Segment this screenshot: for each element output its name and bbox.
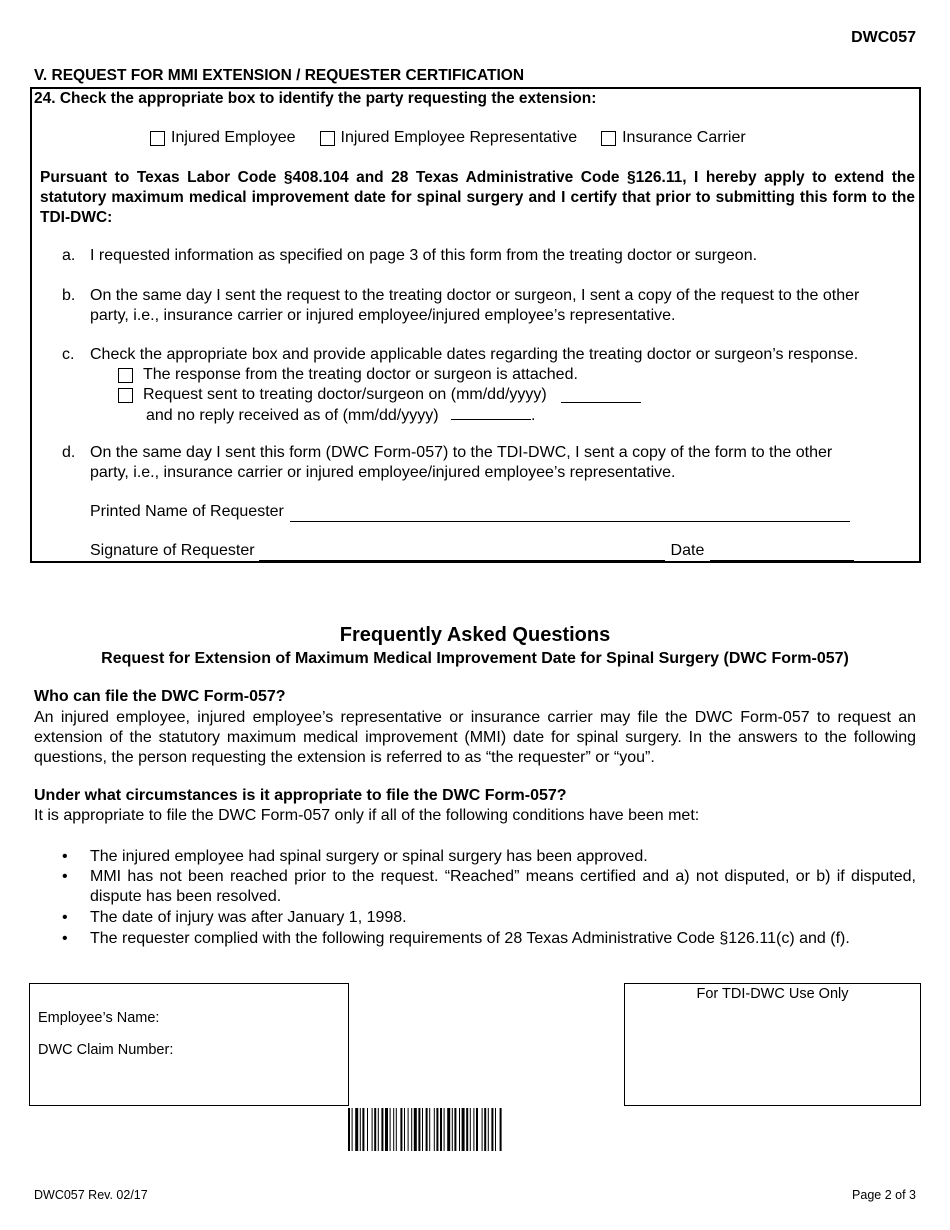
bullet-text: The injured employee had spinal surgery or spinal surgery has been approved. (90, 848, 648, 865)
party-options (150, 129, 770, 147)
faq-title: Frequently Asked Questions (339, 624, 611, 646)
party-label: Injured Employee Representative (340, 129, 578, 146)
item-c (62, 345, 922, 365)
printed-name-label: Printed Name of Requester (90, 503, 284, 520)
response-attached-option[interactable] (118, 365, 578, 385)
item-letter: d. (62, 444, 76, 461)
item-b (62, 286, 922, 326)
faq-subtitle: Request for Extension of Maximum Medical Improvement Date for Spinal Surgery (DWC Form-057) (101, 650, 849, 667)
faq-answer-1: An injured employee, injured employee’s representative or insurance carrier may file the DWC Form-057 to request an extension of the statutory maximum medical improvement (MMI) date for spinal surgery. In the answers to the following questions, the person requesting the extension is referred to as “the requester” or “you”. (34, 709, 916, 766)
no-reply-date-field[interactable] (451, 405, 531, 420)
footer-page-number: Page 2 of 3 (852, 1188, 916, 1202)
claim-number-label: DWC Claim Number: (38, 1042, 174, 1058)
form-code: DWC057 (851, 29, 916, 46)
party-option-insurance-carrier[interactable] (601, 129, 746, 147)
list-item (0, 867, 950, 907)
item-letter: b. (62, 287, 76, 304)
tdi-use-label: For TDI-DWC Use Only (696, 986, 849, 1002)
checkbox-request-sent[interactable] (118, 388, 133, 403)
faq-question-1: Who can file the DWC Form-057? (34, 688, 286, 705)
period: . (531, 407, 536, 424)
footer-revision: DWC057 Rev. 02/17 (34, 1188, 148, 1202)
no-reply-line (146, 405, 535, 426)
signature-row (90, 541, 854, 561)
list-item (0, 908, 950, 928)
item-a (62, 246, 922, 266)
signature-field[interactable] (259, 542, 665, 561)
checkbox-insurance-carrier[interactable] (601, 131, 616, 146)
barcode (348, 1108, 603, 1151)
bullet-text: MMI has not been reached prior to the request. “Reached” means certified and a) not disputed, or b) if disputed, dispute has been resolved. (90, 868, 916, 905)
request-sent-option[interactable] (118, 385, 641, 405)
list-item (0, 847, 950, 867)
signature-date-field[interactable] (710, 542, 854, 561)
party-option-representative[interactable] (320, 129, 578, 147)
question-24: 24. Check the appropriate box to identify the party requesting the extension: (34, 90, 597, 107)
signature-label: Signature of Requester (90, 542, 255, 559)
checkbox-injured-employee[interactable] (150, 131, 165, 146)
checkbox-representative[interactable] (320, 131, 335, 146)
item-text-line2: party, i.e., insurance carrier or injured employee/injured employee’s representative. (90, 464, 676, 481)
party-label: Injured Employee (171, 129, 296, 146)
option-label: The response from the treating doctor or surgeon is attached. (143, 366, 578, 383)
pursuant-statement: Pursuant to Texas Labor Code §408.104 and 28 Texas Administrative Code §126.11, I hereby apply to extend the statutory maximum medical improvement date for spinal surgery and I certify that prior to submitting this form to the TDI-DWC: (40, 169, 915, 226)
bullet-symbol: • (62, 868, 68, 885)
item-text-line1: On the same day I sent this form (DWC Form-057) to the TDI-DWC, I sent a copy of the form to the other (90, 444, 833, 461)
request-sent-date-field[interactable] (561, 388, 641, 403)
item-d (62, 443, 922, 483)
item-letter: c. (62, 346, 75, 363)
list-item (0, 929, 950, 949)
bullet-text: The requester complied with the following requirements of 28 Texas Administrative Code §126.11(c) and (f). (90, 930, 850, 947)
item-text-line1: On the same day I sent the request to the treating doctor or surgeon, I sent a copy of the request to the other (90, 287, 860, 304)
bullet-symbol: • (62, 848, 68, 865)
item-text-line2: party, i.e., insurance carrier or injured employee/injured employee’s representative. (90, 307, 676, 324)
item-text: Check the appropriate box and provide applicable dates regarding the treating doctor or surgeon’s response. (90, 346, 859, 363)
bullet-text: The date of injury was after January 1, 1998. (90, 909, 407, 926)
party-label: Insurance Carrier (622, 129, 746, 146)
employee-name-label: Employee’s Name: (38, 1010, 160, 1026)
printed-name-field[interactable] (290, 503, 850, 522)
section-title: V. REQUEST FOR MMI EXTENSION / REQUESTER CERTIFICATION (34, 67, 525, 84)
checkbox-response-attached[interactable] (118, 368, 133, 383)
bullet-symbol: • (62, 930, 68, 947)
option-label: and no reply received as of (mm/dd/yyyy) (146, 407, 439, 424)
item-letter: a. (62, 247, 76, 264)
date-label: Date (670, 542, 705, 559)
employee-info-box (29, 983, 349, 1106)
bullet-symbol: • (62, 909, 68, 926)
item-text: I requested information as specified on page 3 of this form from the treating doctor or surgeon. (90, 247, 758, 264)
tdi-use-box (624, 983, 921, 1106)
faq-answer-2: It is appropriate to file the DWC Form-057 only if all of the following conditions have been met: (34, 807, 700, 824)
option-label: Request sent to treating doctor/surgeon on (mm/dd/yyyy) (143, 386, 547, 403)
printed-name-row (90, 502, 850, 522)
faq-question-2: Under what circumstances is it appropriate to file the DWC Form-057? (34, 787, 567, 804)
party-option-injured-employee[interactable] (150, 129, 296, 147)
